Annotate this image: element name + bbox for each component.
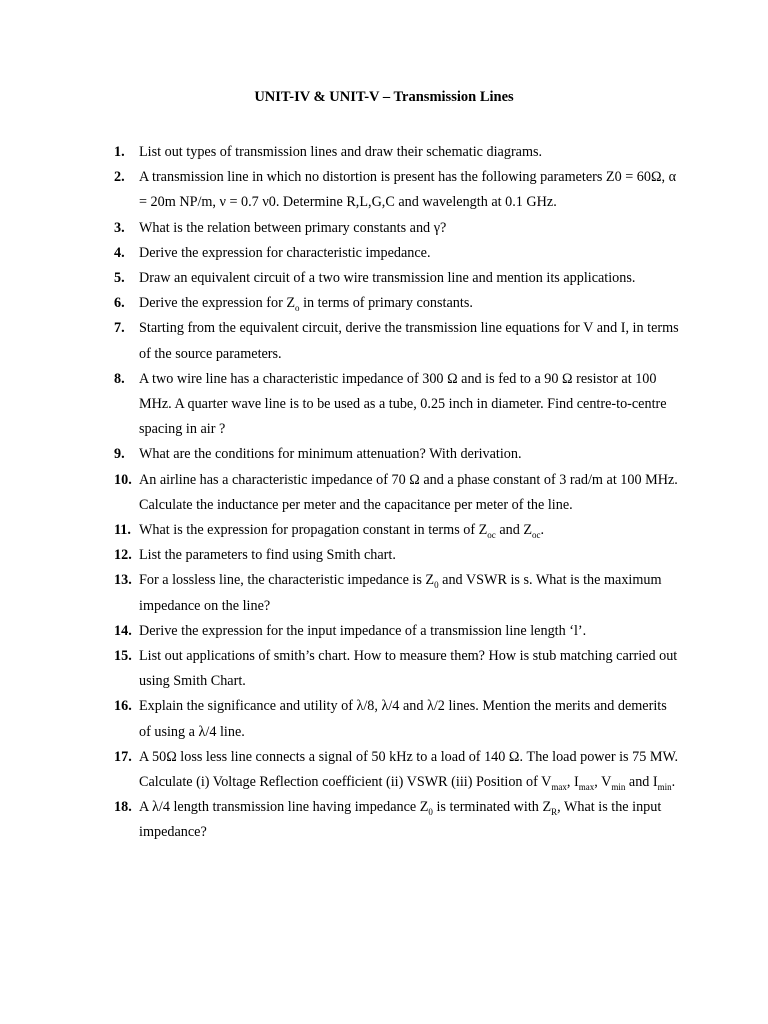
text-run: and I [625, 774, 658, 791]
text-run: and Z [495, 522, 533, 539]
question-item [114, 795, 680, 845]
question-item [114, 745, 680, 795]
question-list [114, 140, 680, 846]
question-number: 5. [114, 270, 125, 287]
text-run: Starting from the equivalent circuit, derive the transmission line equations for V and I, in terms of the source parameters. [139, 320, 679, 362]
text-run: , V [594, 774, 612, 791]
question-text [139, 295, 473, 314]
text-run: A 50Ω loss less line connects a signal of 50 kHz to a load of 140 Ω. The load power is 75 MW. Calculate (i) Voltage Reflection coefficient (ii) VSWR (iii) Position of V [139, 748, 679, 791]
question-item [114, 543, 680, 568]
text-run: . [671, 774, 676, 791]
text-run: List out types of transmission lines and draw their schematic diagrams. [139, 144, 543, 160]
question-number: 15. [114, 648, 132, 665]
question-number: 11. [114, 522, 131, 539]
text-run: What is the relation between primary constants and γ? [139, 219, 447, 236]
question-number: 14. [114, 622, 132, 639]
question-text [139, 371, 667, 437]
question-text [139, 572, 662, 613]
text-run: , What is the input impedance? [139, 799, 662, 841]
question-item [114, 644, 680, 694]
question-item [114, 694, 680, 744]
text-run: and VSWR is s. What is the maximum impedance on the line? [139, 572, 662, 614]
question-text [139, 446, 522, 462]
question-number: 7. [114, 320, 125, 337]
question-item [114, 241, 680, 266]
text-run: Derive the expression for the input impedance of a transmission line length ‘l’. [139, 622, 587, 639]
question-text [139, 749, 678, 790]
text-run: A transmission line in which no distortion is present has the following parameters Z0 = 60Ω, α = 20m NP/m, ν = 0.7 ν0. Determine R,L,G,C and wavelength at 0.1 GHz. [139, 169, 677, 211]
question-item [114, 316, 680, 366]
question-number: 3. [114, 219, 125, 236]
subscript-text: oc [532, 529, 541, 540]
text-run: Derive the expression for Z [139, 295, 296, 312]
text-run: Draw an equivalent circuit of a two wire transmission line and mention its applications. [139, 270, 636, 287]
text-run: What are the conditions for minimum attenuation? With derivation. [139, 446, 522, 463]
text-run: What is the expression for propagation constant in terms of Z [139, 522, 488, 539]
text-run: Derive the expression for characteristic impedance. [139, 244, 431, 261]
question-number: 8. [114, 370, 125, 387]
question-text [139, 144, 542, 160]
text-run: A two wire line has a characteristic impedance of 300 Ω and is fed to a 90 Ω resistor at 100 MHz. A quarter wave line is to be used as a tube, 0.25 inch in diameter. Find centre-to-centre spacing in air ? [139, 370, 667, 438]
subscript-text: min [611, 781, 626, 792]
question-number: 13. [114, 572, 132, 589]
question-number: 17. [114, 748, 132, 765]
question-text [139, 648, 677, 689]
question-number: 16. [114, 698, 132, 715]
question-item [114, 568, 680, 618]
question-item [114, 291, 680, 316]
text-run: An airline has a characteristic impedance of 70 Ω and a phase constant of 3 rad/m at 100 MHz. Calculate the inductance per meter and the capacitance per meter of the line. [139, 471, 678, 513]
subscript-text: 0 [434, 580, 439, 591]
text-run: in terms of primary constants. [299, 295, 473, 312]
question-item [114, 216, 680, 241]
question-number: 9. [114, 446, 125, 463]
subscript-text: 0 [428, 807, 433, 818]
subscript-text: max [551, 781, 567, 792]
question-item [114, 140, 680, 165]
question-text [139, 320, 679, 361]
subscript-text: min [657, 781, 672, 792]
question-text [139, 522, 544, 538]
question-number: 4. [114, 244, 125, 261]
text-run: List the parameters to find using Smith chart. [139, 547, 396, 564]
question-item [114, 367, 680, 443]
subscript-text: oc [487, 529, 496, 540]
subscript-text: o [295, 303, 300, 314]
question-text [139, 698, 667, 739]
question-text [139, 245, 431, 261]
question-text [139, 169, 676, 210]
question-number: 1. [114, 144, 125, 160]
text-run: For a lossless line, the characteristic impedance is Z [139, 572, 435, 589]
question-text [139, 547, 396, 563]
text-run: A λ/4 length transmission line having impedance Z [139, 799, 429, 816]
question-item [114, 165, 680, 215]
question-item [114, 619, 680, 644]
question-item [114, 518, 680, 543]
text-run: . [540, 522, 545, 539]
page-title: UNIT-IV & UNIT-V – Transmission Lines [254, 89, 514, 105]
question-text [139, 472, 678, 513]
text-run: Explain the significance and utility of λ/8, λ/4 and λ/2 lines. Mention the merits and demerits of using a λ/4 line. [139, 698, 667, 740]
text-run: is terminated with Z [432, 799, 552, 816]
question-number: 12. [114, 547, 132, 564]
question-number: 6. [114, 295, 125, 312]
question-number: 18. [114, 799, 132, 816]
question-number: 10. [114, 471, 132, 488]
question-item [114, 266, 680, 291]
text-run: , I [566, 774, 579, 791]
subscript-text: R [551, 807, 558, 818]
question-text [139, 220, 446, 236]
question-text [139, 799, 661, 840]
question-number: 2. [114, 169, 125, 186]
question-item [114, 468, 680, 518]
question-text [139, 623, 586, 639]
text-run: List out applications of smith’s chart. How to measure them? How is stub matching carried out using Smith Chart. [139, 648, 678, 690]
question-text [139, 270, 635, 286]
question-item [114, 442, 680, 467]
subscript-text: max [578, 781, 595, 792]
